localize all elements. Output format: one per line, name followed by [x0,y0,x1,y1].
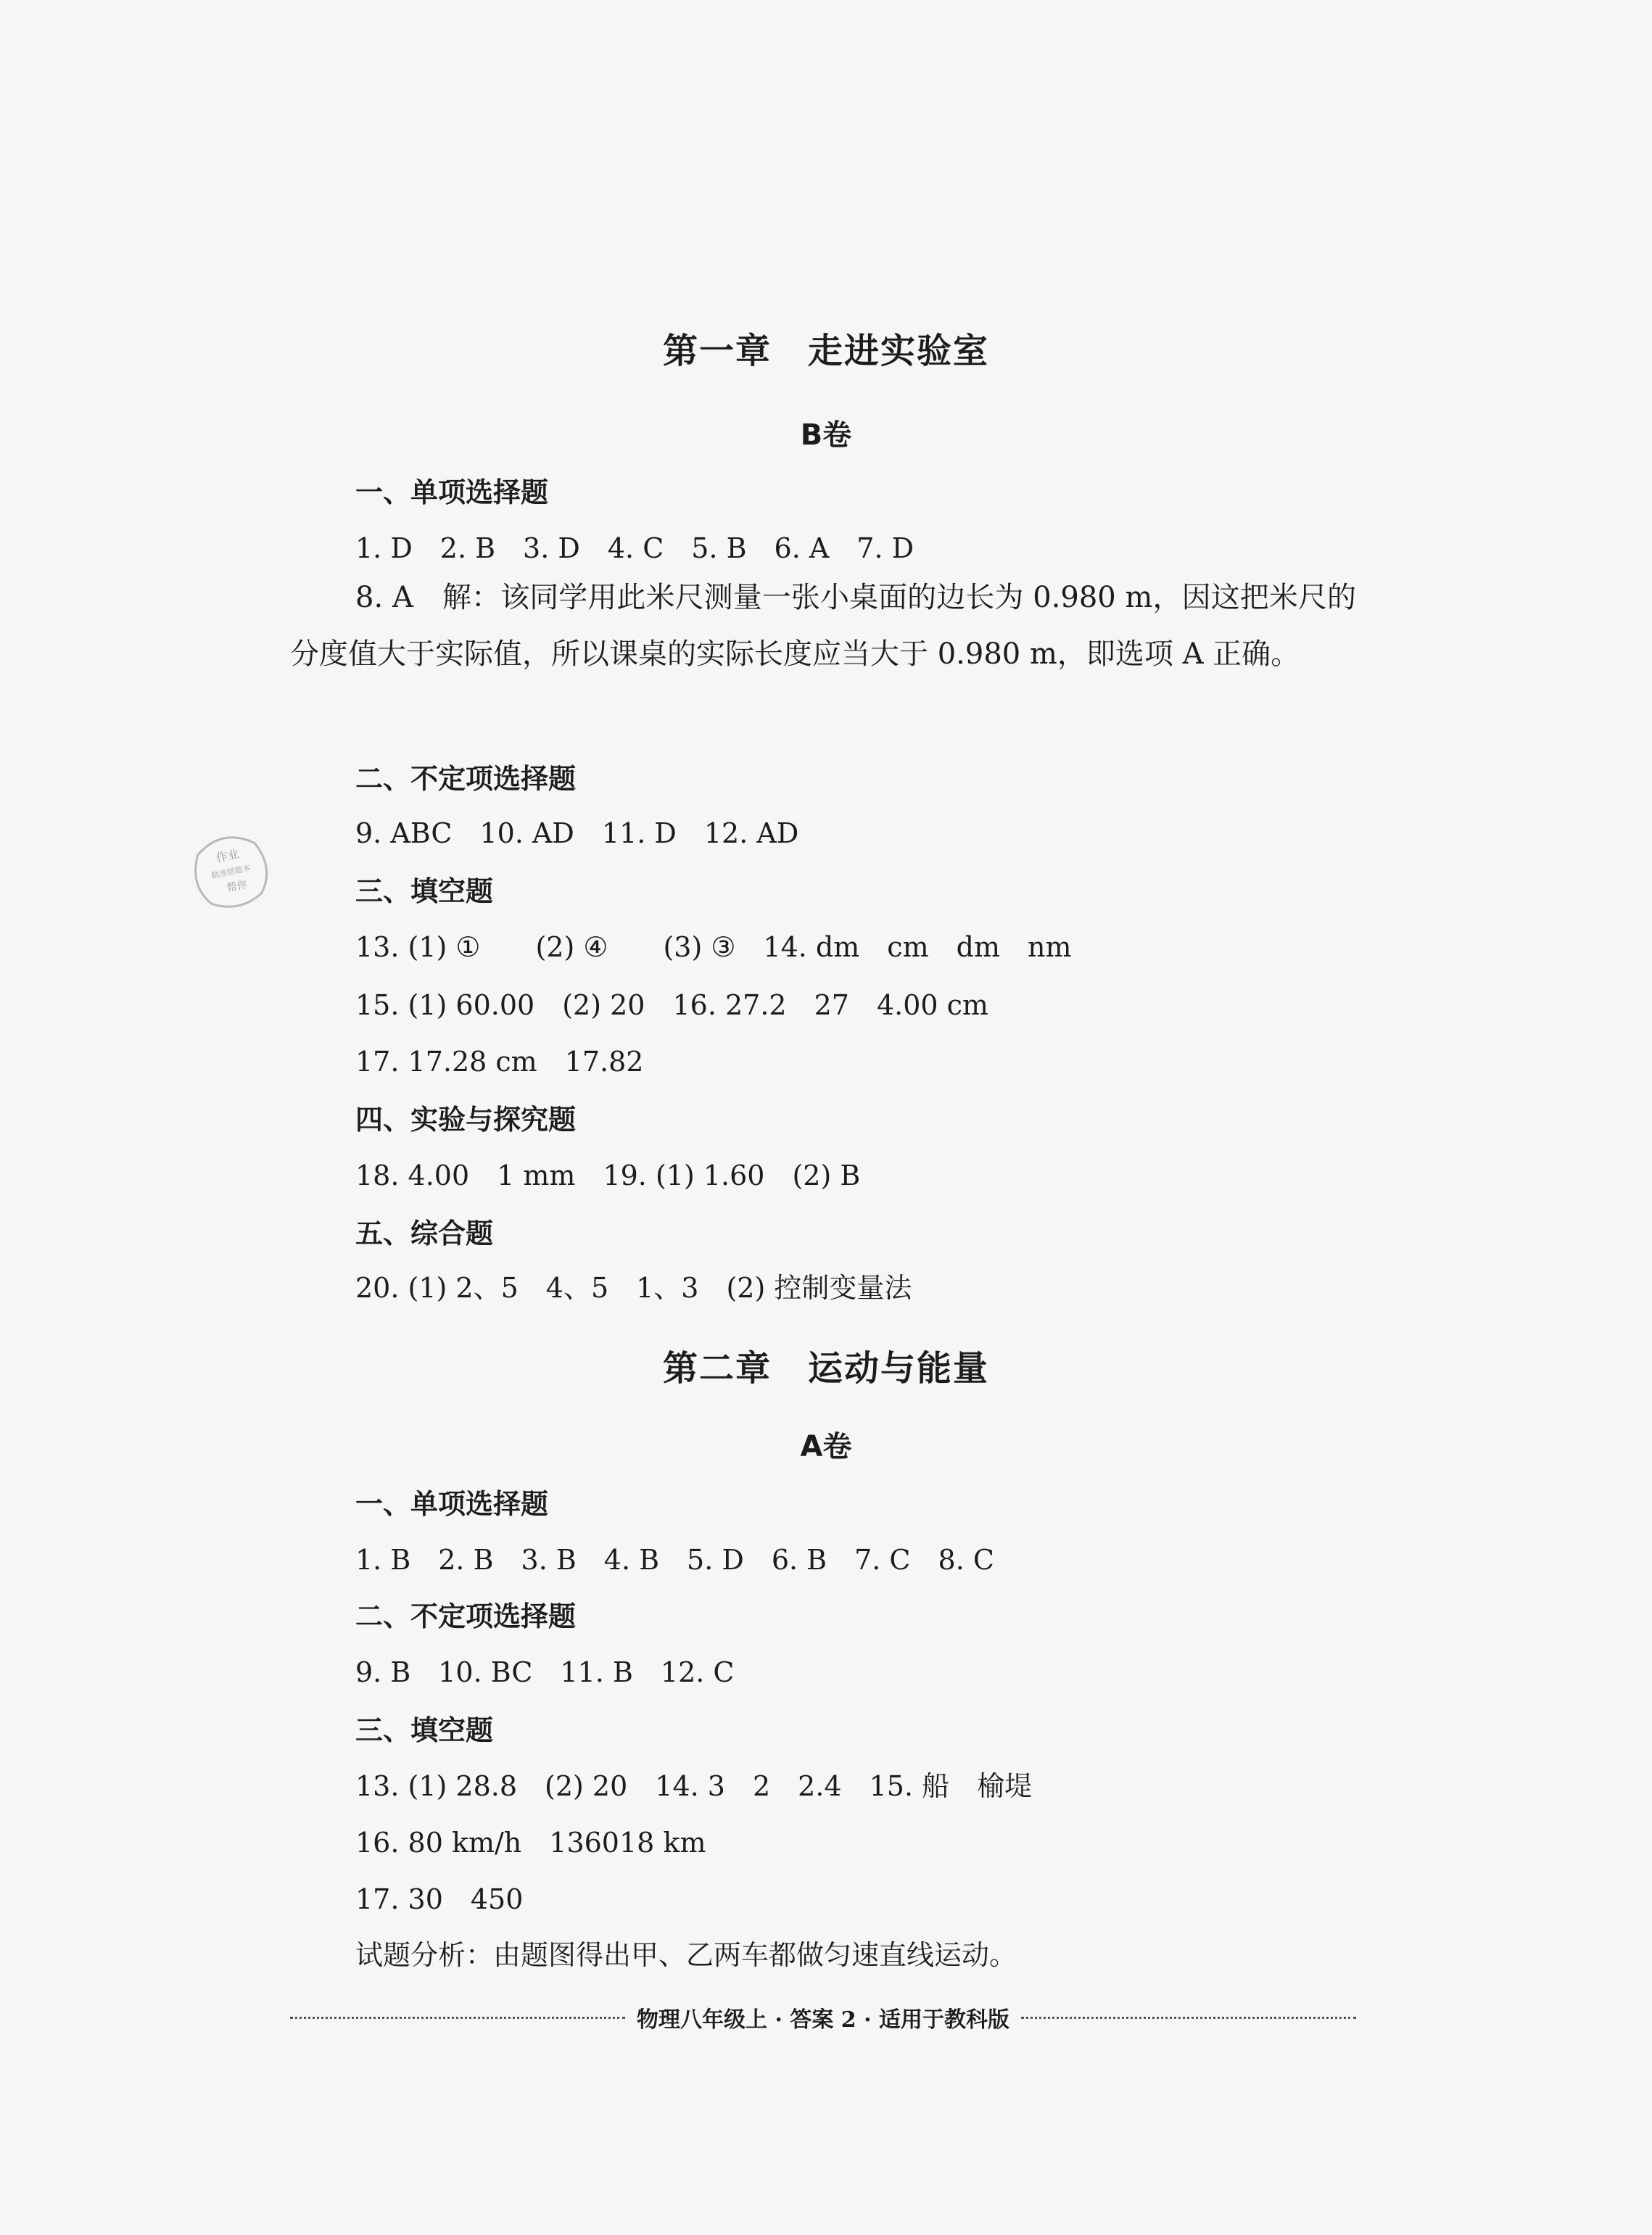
ch2-analysis: 试题分析：由题图得出甲、乙两车都做匀速直线运动。 [355,1939,1017,1971]
chapter-1-volume: B卷 [800,418,852,452]
stamp-text-1: 作业 [215,846,241,865]
ch1-section-comprehensive: 五、综合题 [355,1218,494,1249]
ch1-section-fill-blank: 三、填空题 [355,875,494,907]
stamp-text-3: 帮你 [226,878,249,895]
ch1-single-choice-answers: 1. D 2. B 3. D 4. C 5. B 6. A 7. D [355,532,914,564]
ch1-section-single-choice: 一、单项选择题 [355,476,549,508]
ch2-multi-choice-answers: 9. B 10. BC 11. B 12. C [355,1656,735,1688]
ch2-section-single-choice: 一、单项选择题 [355,1488,549,1520]
ch2-fill-blank-line-3: 17. 30 450 [355,1883,524,1915]
footer-dots-left [290,2017,625,2019]
ch1-comprehensive-answers: 20. (1) 2、5 4、5 1、3 (2) 控制变量法 [355,1272,912,1304]
ch2-section-multi-choice: 二、不定项选择题 [355,1600,577,1632]
stamp-logo-icon [179,819,282,922]
ch1-section-experiment: 四、实验与探究题 [355,1104,577,1136]
ch1-fill-blank-line-2: 15. (1) 60.00 (2) 20 16. 27.2 27 4.00 cm [355,989,988,1021]
ch1-section-multi-choice: 二、不定项选择题 [355,763,577,795]
ch1-fill-blank-line-1: 13. (1) ① (2) ④ (3) ③ 14. dm cm dm nm [355,931,1072,963]
chapter-1-title: 第一章 走进实验室 [662,331,989,371]
ch2-section-fill-blank: 三、填空题 [355,1714,494,1746]
stamp-text-2: 精准错题本 [210,863,252,881]
ch2-fill-blank-line-1: 13. (1) 28.8 (2) 20 14. 3 2 2.4 15. 船 榆堤 [355,1770,1033,1802]
ch1-experiment-answers: 18. 4.00 1 mm 19. (1) 1.60 (2) B [355,1160,861,1191]
ch1-multi-choice-answers: 9. ABC 10. AD 11. D 12. AD [355,817,799,849]
ch2-fill-blank-line-2: 16. 80 km/h 136018 km [355,1827,706,1859]
page-footer [290,2000,1356,2035]
ch1-q8-explanation: 8. A 解：该同学用此米尺测量一张小桌面的边长为 0.980 m，因这把米尺的分度值大于实际值，所以课桌的实际长度应当大于 0.980 m，即选项 A 正确。 [290,581,1356,671]
chapter-2-title: 第二章 运动与能量 [662,1348,989,1389]
footer-dots-right [1021,2017,1356,2019]
footer-text: 物理八年级上 · 答案 2 · 适用于教科版 [637,2007,1009,2033]
chapter-2-volume: A卷 [800,1430,852,1463]
ch1-fill-blank-line-3: 17. 17.28 cm 17.82 [355,1046,644,1078]
ch2-single-choice-answers: 1. B 2. B 3. B 4. B 5. D 6. B 7. C 8. C [355,1544,994,1576]
